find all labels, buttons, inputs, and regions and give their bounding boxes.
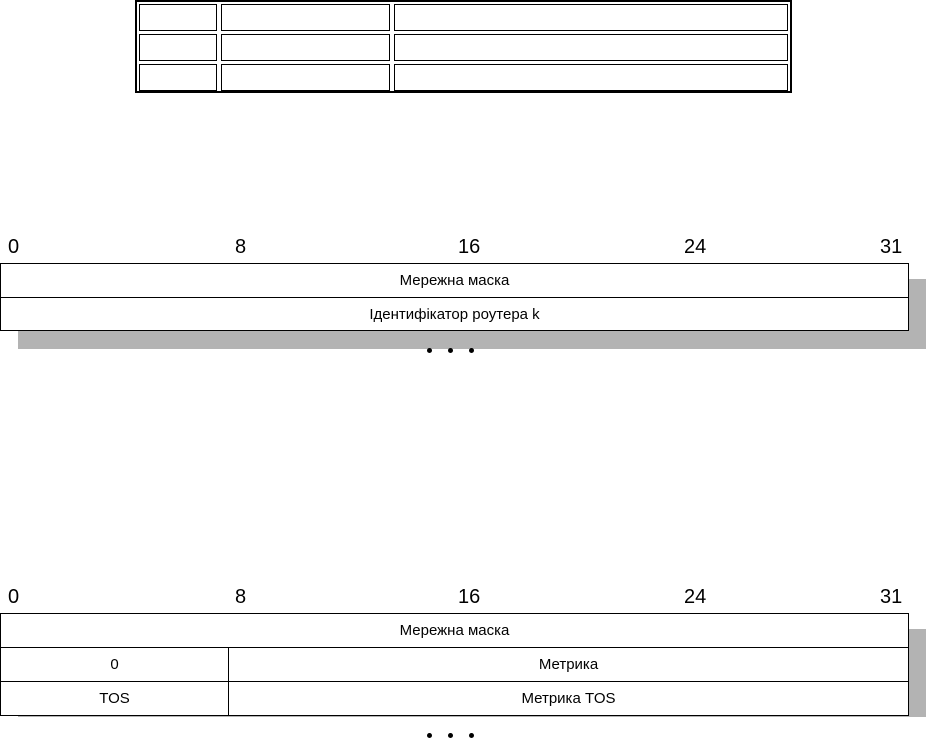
table-cell xyxy=(139,4,217,31)
field-zero: 0 xyxy=(1,648,229,681)
field-row xyxy=(1,614,908,648)
table-cell xyxy=(139,64,217,91)
field-row xyxy=(1,298,908,331)
field-tos: TOS xyxy=(1,682,229,715)
bit-label-31: 31 xyxy=(880,236,903,258)
table-cell xyxy=(221,34,390,61)
field-tos-metric: Метрика TOS xyxy=(521,690,616,707)
dot xyxy=(448,348,453,353)
packet-frame xyxy=(0,263,909,331)
bit-label-24: 24 xyxy=(684,586,707,608)
dot xyxy=(427,348,432,353)
field-router-id: Ідентифікатор роутера k xyxy=(369,306,540,323)
dot xyxy=(448,733,453,738)
table-cell xyxy=(221,4,390,31)
bit-label-31: 31 xyxy=(880,586,903,608)
table-cell xyxy=(139,34,217,61)
ellipsis-dots xyxy=(427,733,474,738)
bit-label-16: 16 xyxy=(458,236,481,258)
bit-label-16: 16 xyxy=(458,586,481,608)
empty-table xyxy=(135,0,792,93)
bit-label-8: 8 xyxy=(235,236,247,258)
table-cell xyxy=(221,64,390,91)
table-cell xyxy=(394,34,788,61)
field-network-mask: Мережна маска xyxy=(399,622,510,639)
packet-frame xyxy=(0,613,909,716)
bit-label-0: 0 xyxy=(8,586,20,608)
table-cell xyxy=(394,4,788,31)
bit-label-8: 8 xyxy=(235,586,247,608)
field-row xyxy=(1,682,908,715)
table-cell xyxy=(394,64,788,91)
dot xyxy=(469,733,474,738)
dot xyxy=(469,348,474,353)
field-network-mask: Мережна маска xyxy=(399,272,510,289)
ellipsis-dots xyxy=(427,348,474,353)
bit-label-0: 0 xyxy=(8,236,20,258)
dot xyxy=(427,733,432,738)
field-metric: Метрика xyxy=(538,656,599,673)
bit-label-24: 24 xyxy=(684,236,707,258)
field-row xyxy=(1,648,908,682)
field-row xyxy=(1,264,908,298)
